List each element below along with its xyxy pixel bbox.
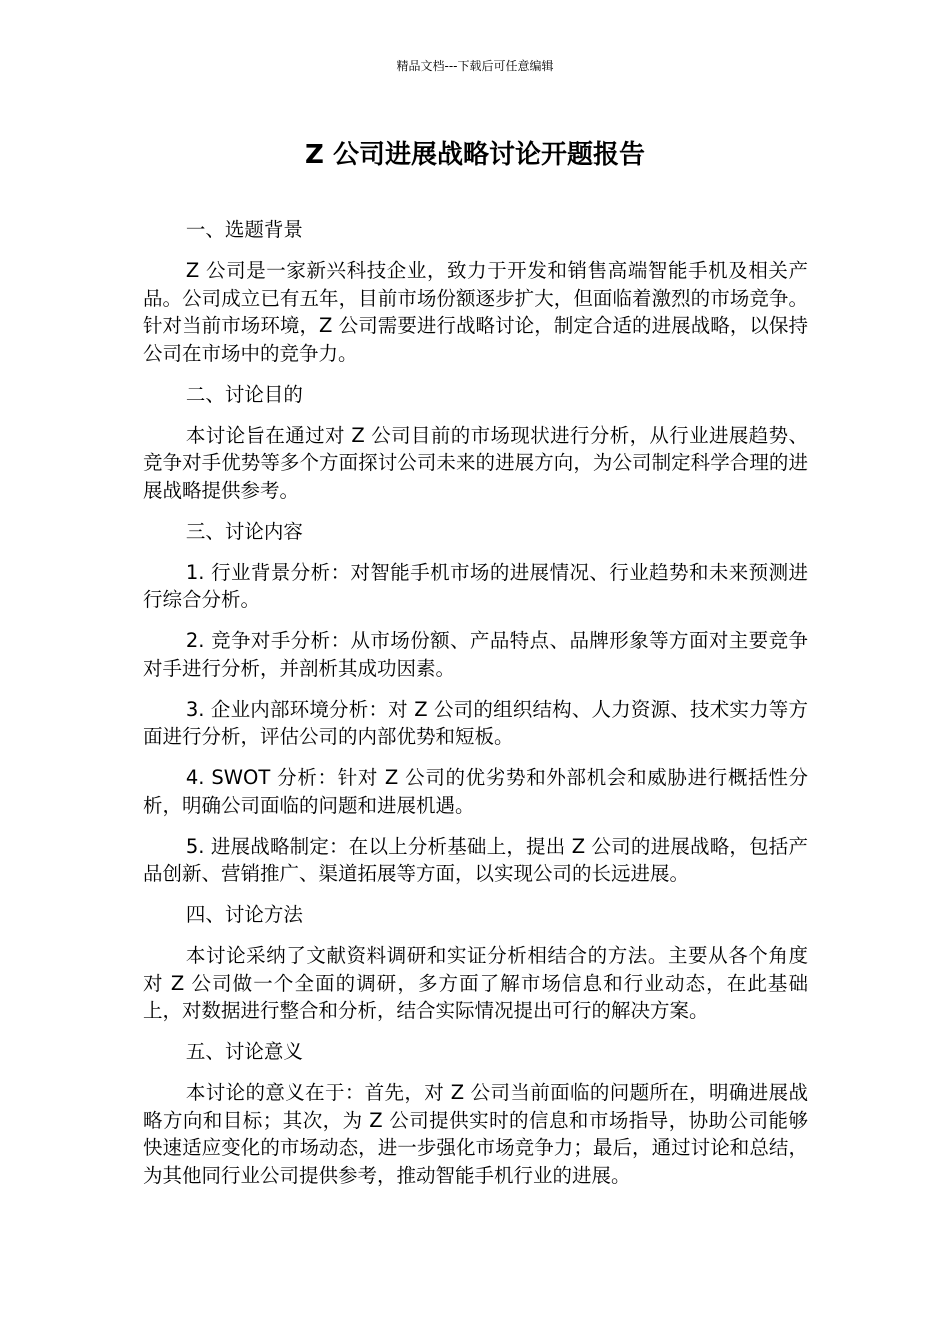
content-item-internal: 3. 企业内部环境分析：对 Z 公司的组织结构、人力资源、技术实力等方面进行分析，评估公司的内部优势和短板。 <box>143 697 808 748</box>
page-header: 精品文档---下载后可任意编辑 <box>396 59 554 73</box>
paragraph-significance: 本讨论的意义在于：首先，对 Z 公司当前面临的问题所在，明确进展战略方向和目标；其次，为 Z 公司提供实时的信息和市场指导，协助公司能够快速适应变化的市场动态，进一步强化市场竞争力；最后，通过讨论和总结，为其他同行业公司提供参考，推动智能手机行业的进展。 <box>143 1081 808 1187</box>
section-heading-content: 三、讨论内容 <box>185 519 303 543</box>
document-body <box>143 216 808 1203</box>
content-item-strategy: 5. 进展战略制定：在以上分析基础上，提出 Z 公司的进展战略，包括产品创新、营销推广、渠道拓展等方面，以实现公司的长远进展。 <box>143 834 808 885</box>
content-item-competitors: 2. 竞争对手分析：从市场份额、产品特点、品牌形象等方面对主要竞争对手进行分析，并剖析其成功因素。 <box>143 629 808 680</box>
content-item-swot: 4. SWOT 分析：针对 Z 公司的优劣势和外部机会和威胁进行概括性分析，明确公司面临的问题和进展机遇。 <box>143 766 808 817</box>
section-heading-significance: 五、讨论意义 <box>185 1040 303 1063</box>
section-heading-background: 一、选题背景 <box>185 218 303 241</box>
paragraph-background: Z 公司是一家新兴科技企业，致力于开发和销售高端智能手机及相关产品。公司成立已有五年，目前市场份额逐步扩大，但面临着激烈的市场竞争。针对当前市场环境，Z 公司需要进行战略讨论，制定合适的进展战略，以保持公司在市场中的竞争力。 <box>143 259 808 365</box>
paragraph-purpose: 本讨论旨在通过对 Z 公司目前的市场现状进行分析，从行业进展趋势、竞争对手优势等多个方面探讨公司未来的进展方向，为公司制定科学合理的进展战略提供参考。 <box>143 423 808 502</box>
content-item-industry: 1. 行业背景分析：对智能手机市场的进展情况、行业趋势和未来预测进行综合分析。 <box>143 560 808 611</box>
document-title: Z 公司进展战略讨论开题报告 <box>305 140 645 170</box>
section-heading-method: 四、讨论方法 <box>185 903 303 926</box>
section-heading-purpose: 二、讨论目的 <box>185 382 303 406</box>
paragraph-method: 本讨论采纳了文献资料调研和实证分析相结合的方法。主要从各个角度对 Z 公司做一个全面的调研，多方面了解市场信息和行业动态，在此基础上，对数据进行整合和分析，结合实际情况提出可行的解决方案。 <box>143 944 808 1022</box>
